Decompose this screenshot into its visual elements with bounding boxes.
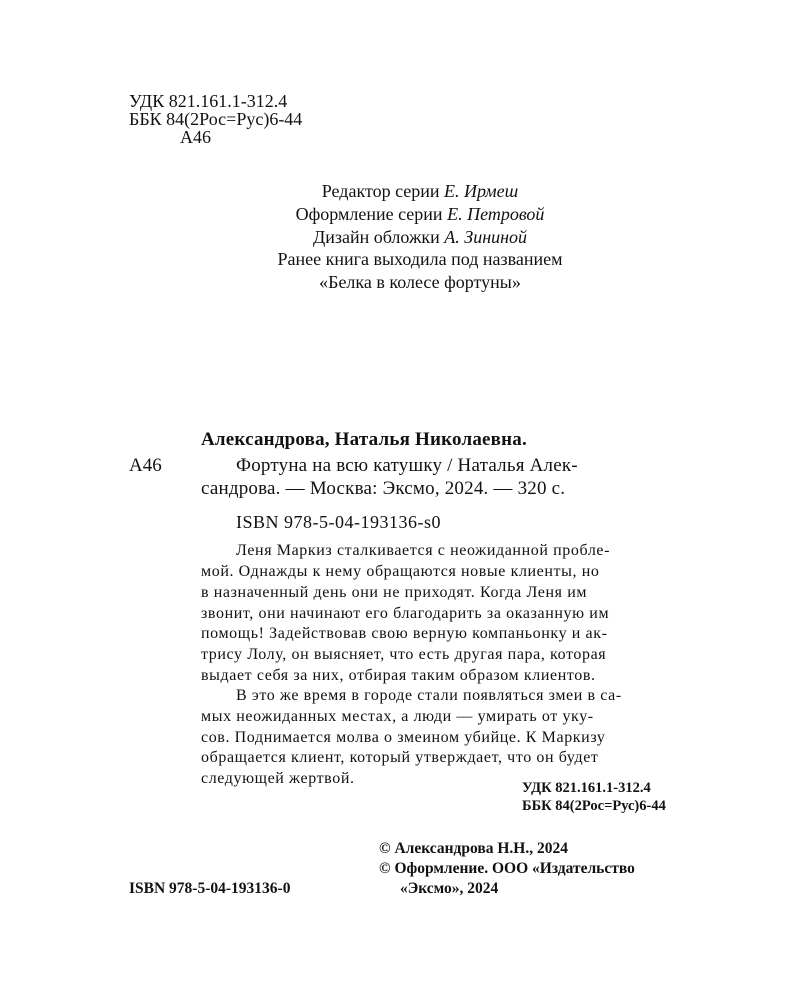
credit-cover-design — [140, 227, 700, 248]
annotation-line: В это же время в городе стали появляться змеи в са- — [236, 687, 622, 704]
annotation-line: обращается клиент, который утверждает, что он будет — [201, 749, 599, 766]
annotation-line: мых неожиданных местах, а люди — умирать от уку- — [201, 708, 594, 725]
entry-title-line-1: Фортуна на всю катушку / Наталья Алек- — [236, 455, 578, 476]
bbk-code-bottom: ББК 84(2Рос=Рус)6-44 — [522, 798, 666, 814]
credit-series-design — [140, 204, 700, 225]
annotation-line: в назначенный день они не приходят. Когда Леня им — [201, 584, 588, 601]
annotation-line: помощь! Задействовав свою верную компаньонку и ак- — [201, 625, 608, 642]
annotation-line: выдает себя за них, отбирая таким образом клиентов. — [201, 667, 596, 684]
annotation-line: трису Лолу, он выясняет, что есть другая пара, которая — [201, 646, 607, 663]
author-sign: А46 — [180, 127, 211, 147]
credit-role: Ранее книга выходила под названием — [277, 249, 563, 269]
credit-person: А. Зининой — [444, 227, 528, 247]
annotation-line: Леня Маркиз сталкивается с неожиданной пробле- — [236, 542, 611, 559]
annotation-line: звонит, они начинают его благодарить за оказанную им — [201, 605, 610, 622]
credit-role: Дизайн обложки — [312, 227, 445, 247]
copyright-author: © Александрова Н.Н., 2024 — [379, 840, 568, 857]
copyright-design: © Оформление. ООО «Издательство — [379, 860, 635, 877]
credit-person: Е. Ирмеш — [444, 181, 519, 201]
previous-title — [140, 272, 700, 293]
credit-role: Редактор серии — [321, 181, 445, 201]
annotation-line: следующей жертвой. — [201, 770, 355, 787]
annotation-line: сов. Поднимается молва о змеином убийце. К Маркизу — [201, 729, 606, 746]
credit-series-editor — [140, 181, 700, 202]
entry-title-line-2: сандрова. — Москва: Эксмо, 2024. — 320 с. — [201, 478, 566, 499]
udk-code: УДК 821.161.1-312.4 — [129, 91, 288, 111]
author-heading: Александрова, Наталья Николаевна. — [201, 429, 527, 450]
credit-role: «Белка в колесе фортуны» — [319, 272, 521, 292]
annotation-line: мой. Однажды к нему обращаются новые клиенты, но — [201, 563, 600, 580]
isbn-bottom: ISBN 978-5-04-193136-0 — [129, 880, 291, 897]
credit-role: Оформление серии — [295, 204, 448, 224]
udk-code-bottom: УДК 821.161.1-312.4 — [522, 780, 651, 796]
entry-author-sign: А46 — [129, 455, 162, 476]
credit-person: Е. Петровой — [447, 204, 545, 224]
previous-title-note — [140, 249, 700, 270]
entry-isbn: ISBN 978-5-04-193136-s0 — [236, 512, 441, 532]
bbk-code: ББК 84(2Рос=Рус)6-44 — [129, 109, 303, 129]
copyright-publisher: «Эксмо», 2024 — [400, 880, 499, 897]
